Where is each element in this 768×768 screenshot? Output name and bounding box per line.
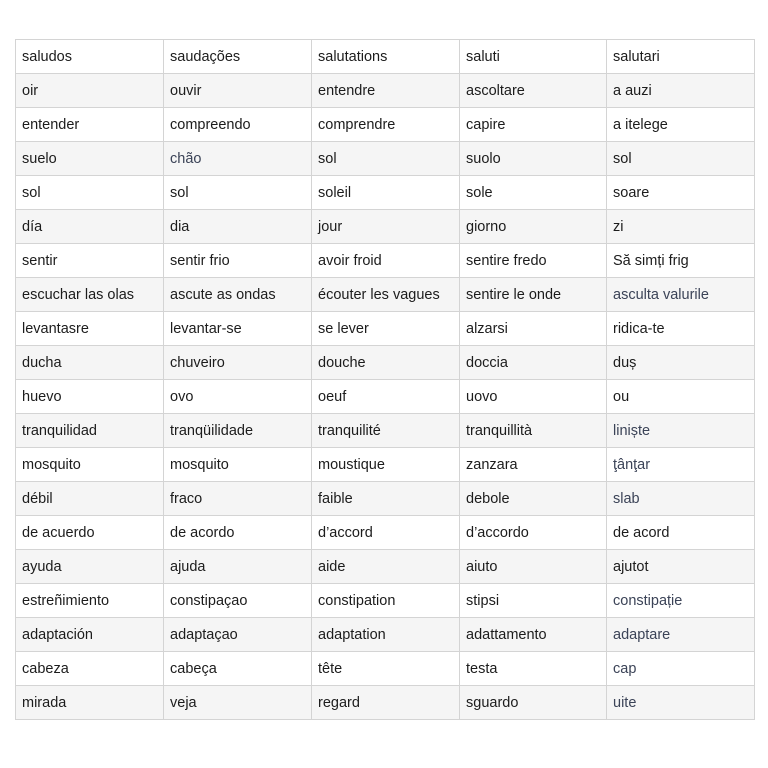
cell-portuguese: tranqüilidade (164, 414, 312, 448)
cell-portuguese: chuveiro (164, 346, 312, 380)
table-row (16, 40, 755, 74)
cell-italian: sentire le onde (460, 278, 607, 312)
cell-french: oeuf (312, 380, 460, 414)
cell-italian: tranquillità (460, 414, 607, 448)
table-row (16, 380, 755, 414)
cell-french: tranquilité (312, 414, 460, 448)
cell-romanian: Să simți frig (607, 244, 755, 278)
table-row (16, 448, 755, 482)
table-row (16, 516, 755, 550)
cell-portuguese: compreendo (164, 108, 312, 142)
cell-portuguese: levantar-se (164, 312, 312, 346)
cell-romanian: liniște (607, 414, 755, 448)
cell-romanian: ridica-te (607, 312, 755, 346)
cell-french: avoir froid (312, 244, 460, 278)
cell-italian: sguardo (460, 686, 607, 720)
cell-spanish: cabeza (16, 652, 164, 686)
cell-romanian: a itelege (607, 108, 755, 142)
cell-french: adaptation (312, 618, 460, 652)
cell-spanish: entender (16, 108, 164, 142)
cell-italian: adattamento (460, 618, 607, 652)
cell-spanish: sol (16, 176, 164, 210)
cell-portuguese: dia (164, 210, 312, 244)
cell-portuguese: adaptaçao (164, 618, 312, 652)
cell-portuguese: constipaçao (164, 584, 312, 618)
cell-portuguese: ajuda (164, 550, 312, 584)
cell-portuguese: sentir frio (164, 244, 312, 278)
table-row (16, 482, 755, 516)
table-row (16, 414, 755, 448)
vocabulary-table-body (16, 40, 755, 720)
cell-french: jour (312, 210, 460, 244)
cell-portuguese: ovo (164, 380, 312, 414)
cell-italian: uovo (460, 380, 607, 414)
cell-romanian: cap (607, 652, 755, 686)
cell-spanish: sentir (16, 244, 164, 278)
table-row (16, 176, 755, 210)
cell-italian: ascoltare (460, 74, 607, 108)
table-row (16, 584, 755, 618)
cell-portuguese: sol (164, 176, 312, 210)
cell-romanian: ţânţar (607, 448, 755, 482)
cell-romanian: sol (607, 142, 755, 176)
cell-romanian: duș (607, 346, 755, 380)
table-row (16, 312, 755, 346)
table-row (16, 278, 755, 312)
cell-spanish: ayuda (16, 550, 164, 584)
cell-french: aide (312, 550, 460, 584)
cell-portuguese: cabeça (164, 652, 312, 686)
cell-italian: debole (460, 482, 607, 516)
cell-italian: zanzara (460, 448, 607, 482)
cell-french: douche (312, 346, 460, 380)
cell-spanish: saludos (16, 40, 164, 74)
cell-spanish: día (16, 210, 164, 244)
table-row (16, 244, 755, 278)
cell-spanish: adaptación (16, 618, 164, 652)
cell-portuguese: de acordo (164, 516, 312, 550)
cell-romanian: slab (607, 482, 755, 516)
cell-french: regard (312, 686, 460, 720)
table-row (16, 618, 755, 652)
cell-spanish: suelo (16, 142, 164, 176)
table-row (16, 74, 755, 108)
cell-romanian: uite (607, 686, 755, 720)
cell-portuguese: saudações (164, 40, 312, 74)
cell-romanian: soare (607, 176, 755, 210)
cell-italian: giorno (460, 210, 607, 244)
cell-spanish: débil (16, 482, 164, 516)
cell-italian: stipsi (460, 584, 607, 618)
cell-spanish: tranquilidad (16, 414, 164, 448)
cell-spanish: escuchar las olas (16, 278, 164, 312)
cell-italian: aiuto (460, 550, 607, 584)
cell-spanish: ducha (16, 346, 164, 380)
cell-romanian: a auzi (607, 74, 755, 108)
cell-portuguese: ouvir (164, 74, 312, 108)
cell-portuguese: chão (164, 142, 312, 176)
cell-french: comprendre (312, 108, 460, 142)
table-row (16, 346, 755, 380)
table-row (16, 142, 755, 176)
cell-spanish: huevo (16, 380, 164, 414)
cell-spanish: oir (16, 74, 164, 108)
cell-portuguese: fraco (164, 482, 312, 516)
cell-romanian: ou (607, 380, 755, 414)
cell-italian: alzarsi (460, 312, 607, 346)
cell-romanian: constipație (607, 584, 755, 618)
cell-spanish: mirada (16, 686, 164, 720)
cell-spanish: estreñimiento (16, 584, 164, 618)
cell-romanian: asculta valurile (607, 278, 755, 312)
cell-spanish: levantasre (16, 312, 164, 346)
cell-italian: capire (460, 108, 607, 142)
cell-portuguese: ascute as ondas (164, 278, 312, 312)
cell-italian: sole (460, 176, 607, 210)
cell-french: écouter les vagues (312, 278, 460, 312)
cell-italian: saluti (460, 40, 607, 74)
table-row (16, 652, 755, 686)
vocabulary-table (15, 39, 755, 720)
cell-italian: sentire fredo (460, 244, 607, 278)
cell-portuguese: veja (164, 686, 312, 720)
cell-french: tête (312, 652, 460, 686)
cell-italian: testa (460, 652, 607, 686)
cell-italian: suolo (460, 142, 607, 176)
table-row (16, 550, 755, 584)
cell-romanian: adaptare (607, 618, 755, 652)
table-row (16, 108, 755, 142)
cell-french: sol (312, 142, 460, 176)
cell-french: entendre (312, 74, 460, 108)
cell-italian: d’accordo (460, 516, 607, 550)
cell-romanian: de acord (607, 516, 755, 550)
cell-french: constipation (312, 584, 460, 618)
cell-french: faible (312, 482, 460, 516)
table-row (16, 210, 755, 244)
cell-spanish: de acuerdo (16, 516, 164, 550)
cell-romanian: ajutot (607, 550, 755, 584)
cell-french: d’accord (312, 516, 460, 550)
cell-french: moustique (312, 448, 460, 482)
cell-romanian: salutari (607, 40, 755, 74)
cell-spanish: mosquito (16, 448, 164, 482)
cell-italian: doccia (460, 346, 607, 380)
table-row (16, 686, 755, 720)
cell-french: se lever (312, 312, 460, 346)
cell-romanian: zi (607, 210, 755, 244)
cell-portuguese: mosquito (164, 448, 312, 482)
cell-french: salutations (312, 40, 460, 74)
cell-french: soleil (312, 176, 460, 210)
